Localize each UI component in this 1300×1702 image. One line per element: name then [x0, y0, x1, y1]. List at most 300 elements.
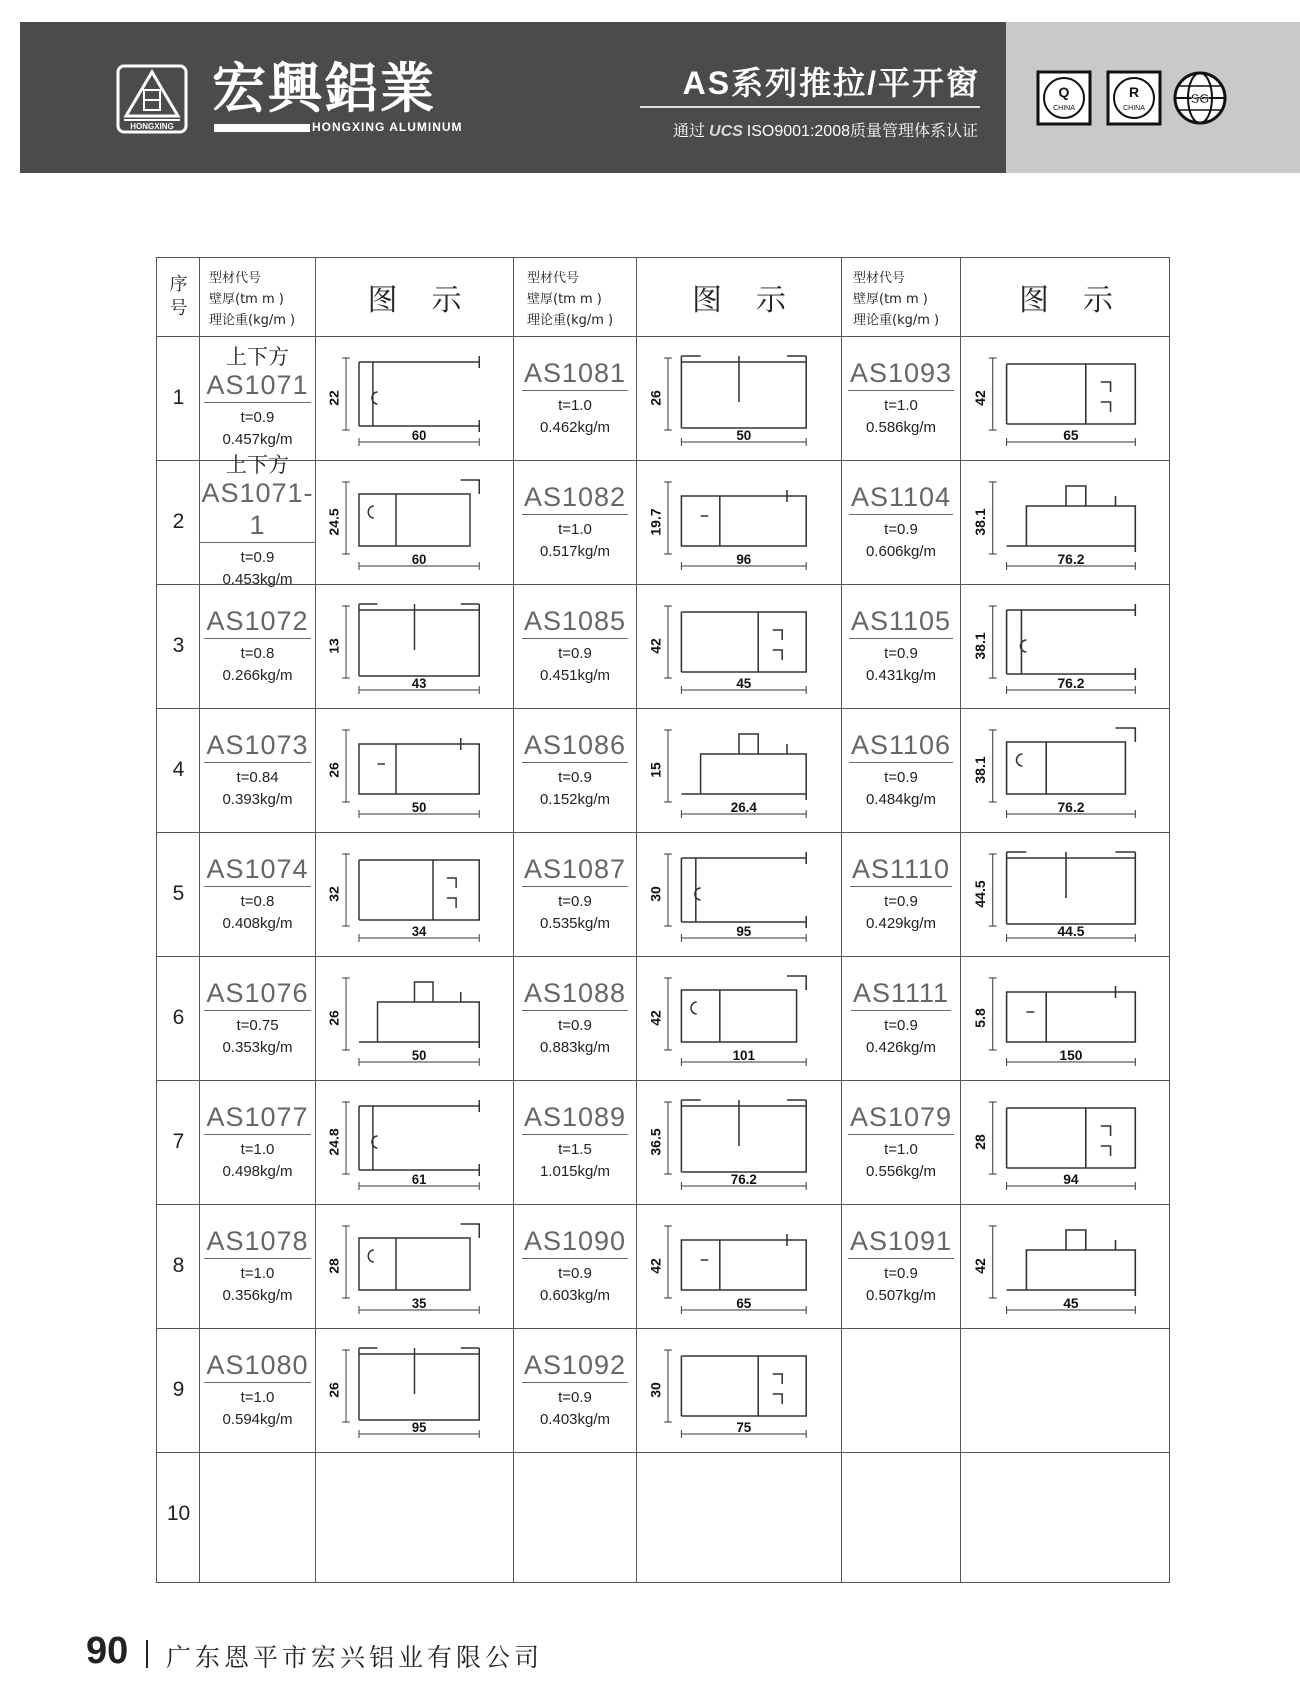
profile-drawing: [643, 838, 835, 950]
profile-outline: [1007, 852, 1136, 924]
profile-code: AS1081: [522, 357, 628, 391]
row-number: 5: [172, 882, 185, 905]
wall-thickness: t=0.9: [884, 645, 918, 662]
theoretical-weight: 0.403kg/m: [539, 1411, 611, 1428]
profile-code: AS1087: [522, 853, 628, 887]
profile-code: AS1093: [848, 357, 954, 391]
profile-note: 上下方: [226, 345, 289, 369]
profile-drawing: [967, 838, 1165, 950]
width-dimension: 50: [736, 427, 752, 444]
profile-section-svg: [322, 1334, 507, 1446]
profile-code: AS1082: [522, 481, 628, 515]
profile-drawing: [643, 590, 835, 702]
height-dimension-line: [342, 358, 349, 430]
svg-text:CHINA: CHINA: [1053, 105, 1075, 112]
height-dimension: 26: [327, 1010, 342, 1026]
profile-section-svg: [967, 1210, 1165, 1322]
profile-code: AS1088: [522, 977, 628, 1011]
wall-thickness: t=1.5: [558, 1141, 592, 1158]
profile-code: AS1076: [204, 977, 310, 1011]
profile-info: [514, 1328, 636, 1452]
profile-code: AS1079: [848, 1101, 954, 1135]
profile-drawing: [967, 714, 1165, 826]
profile-drawing: [643, 962, 835, 1074]
profile-outline: [681, 1356, 806, 1416]
profile-outline: [681, 976, 806, 1042]
wall-thickness: t=0.9: [884, 769, 918, 786]
profile-info: [842, 832, 960, 956]
theoretical-weight: 0.426kg/m: [865, 1039, 937, 1056]
profile-code: AS1110: [850, 853, 952, 887]
height-dimension-line: [342, 606, 349, 678]
cert-prefix: 通过: [673, 123, 706, 140]
profile-drawing: [967, 1086, 1165, 1198]
profile-section-svg: [967, 1086, 1165, 1198]
profile-drawing: [643, 1334, 835, 1446]
wall-thickness: t=0.9: [240, 549, 275, 566]
width-dimension: 101: [732, 1047, 756, 1064]
profile-drawing: [322, 838, 507, 950]
profile-code: AS1090: [522, 1225, 628, 1259]
width-dimension: 45: [1063, 1294, 1079, 1312]
profile-section-svg: [967, 714, 1165, 826]
width-dimension: 61: [411, 1171, 427, 1188]
profile-section-svg: [967, 962, 1165, 1074]
wall-thickness: t=0.9: [558, 769, 592, 786]
profile-info: [842, 584, 960, 708]
logo-text: HONGXING: [130, 122, 174, 131]
profile-info: [514, 956, 636, 1080]
svg-text:R: R: [1128, 84, 1140, 100]
width-dimension: 50: [411, 1047, 427, 1064]
height-dimension: 42: [971, 1258, 988, 1274]
theoretical-weight: 0.457kg/m: [222, 431, 293, 448]
height-dimension-line: [989, 730, 997, 802]
theoretical-weight: 0.606kg/m: [865, 543, 937, 560]
profile-drawing: [643, 342, 835, 454]
profile-outline: [1007, 986, 1136, 1042]
profile-code: AS1078: [204, 1225, 310, 1259]
profile-outline: [681, 1234, 806, 1290]
header-props-3: 型材代号 壁厚(tm m ) 理论重(kg/m ): [853, 271, 940, 328]
profile-info: [842, 1080, 960, 1204]
r-china-badge-icon: [1106, 70, 1162, 126]
profile-code: AS1073: [204, 729, 310, 763]
height-dimension-line: [342, 1102, 349, 1174]
profile-info: [514, 1204, 636, 1328]
profile-outline: [359, 982, 479, 1048]
profile-section-svg: [967, 838, 1165, 950]
brand-name-cn: 宏興鋁業: [212, 56, 436, 120]
wall-thickness: t=1.0: [558, 521, 592, 538]
wall-thickness: t=1.0: [884, 397, 918, 414]
width-dimension: 95: [736, 923, 752, 940]
theoretical-weight: 0.451kg/m: [539, 667, 611, 684]
profile-outline: [359, 604, 479, 676]
profile-section-svg: [322, 1086, 507, 1198]
row-number: 3: [172, 634, 185, 657]
sg-globe-badge-icon: [1172, 70, 1228, 126]
series-title: AS系列推拉/平开窗: [682, 65, 980, 101]
height-dimension-line: [342, 1350, 349, 1422]
profile-section-svg: [322, 342, 507, 454]
profile-drawing: [967, 962, 1165, 1074]
profile-info: [842, 956, 960, 1080]
wall-thickness: t=0.9: [884, 1017, 918, 1034]
height-dimension: 22: [327, 390, 342, 406]
height-dimension-line: [989, 482, 997, 554]
row-number: 8: [172, 1254, 185, 1277]
theoretical-weight: 0.517kg/m: [539, 543, 611, 560]
wall-thickness: t=0.75: [236, 1017, 279, 1034]
brand-bar: [214, 124, 310, 132]
profile-outline: [1007, 604, 1136, 680]
profile-outline: [359, 1348, 479, 1420]
height-dimension-line: [664, 1102, 672, 1174]
width-dimension: 65: [1063, 426, 1079, 444]
profile-info: [200, 1328, 315, 1452]
company-name: 广东恩平市宏兴铝业有限公司: [166, 1643, 544, 1672]
profile-info: [514, 708, 636, 832]
height-dimension: 44.5: [971, 880, 988, 908]
profile-drawing: [967, 1210, 1165, 1322]
profile-drawing: [643, 714, 835, 826]
profile-info: [200, 584, 315, 708]
profile-drawing: [643, 1210, 835, 1322]
profile-code: AS1071-1: [199, 477, 315, 543]
width-dimension: 65: [736, 1295, 752, 1312]
svg-text:SG: SG: [1190, 91, 1210, 106]
height-dimension-line: [664, 1226, 672, 1298]
height-dimension: 42: [648, 1258, 664, 1274]
theoretical-weight: 0.353kg/m: [222, 1039, 293, 1056]
profile-drawing: [967, 466, 1165, 578]
hongxing-logo: [116, 64, 188, 134]
profile-info: [200, 1204, 315, 1328]
profile-code: AS1106: [849, 729, 953, 763]
svg-text:Q: Q: [1058, 84, 1070, 100]
profile-section-svg: [643, 1086, 835, 1198]
height-dimension: 30: [648, 886, 664, 902]
profile-outline: [1007, 728, 1136, 794]
height-dimension: 26: [327, 762, 342, 778]
height-dimension: 32: [327, 886, 342, 902]
height-dimension-line: [989, 1226, 997, 1298]
theoretical-weight: 0.462kg/m: [539, 419, 611, 436]
theoretical-weight: 0.408kg/m: [222, 915, 293, 932]
profile-note: 上下方: [226, 453, 289, 477]
height-dimension: 38.1: [971, 756, 988, 784]
height-dimension-line: [664, 978, 672, 1050]
height-dimension-line: [664, 358, 672, 430]
profile-outline: [681, 1100, 806, 1172]
header-figure-3: 图示: [1019, 283, 1147, 318]
wall-thickness: t=0.9: [884, 893, 918, 910]
profile-drawing: [643, 1086, 835, 1198]
theoretical-weight: 0.556kg/m: [865, 1163, 937, 1180]
width-dimension: 50: [411, 799, 427, 816]
row-number: 10: [166, 1502, 191, 1525]
height-dimension: 38.1: [971, 508, 988, 536]
profile-code: AS1086: [522, 729, 628, 763]
profile-outline: [1007, 486, 1136, 552]
wall-thickness: t=0.8: [240, 893, 275, 910]
theoretical-weight: 0.498kg/m: [222, 1163, 293, 1180]
height-dimension-line: [342, 978, 349, 1050]
wall-thickness: t=0.9: [884, 1265, 918, 1282]
theoretical-weight: 0.883kg/m: [539, 1039, 611, 1056]
header-figure-2: 图示: [692, 283, 820, 318]
wall-thickness: t=0.9: [558, 1265, 592, 1282]
profile-info: [200, 453, 315, 588]
height-dimension: 26: [327, 1382, 342, 1398]
profile-info: [514, 832, 636, 956]
width-dimension: 76.2: [1057, 550, 1085, 568]
width-dimension: 43: [411, 675, 427, 692]
width-dimension: 45: [736, 675, 752, 692]
height-dimension: 19.7: [648, 508, 664, 536]
profile-info: [842, 1204, 960, 1328]
profile-code: AS1072: [204, 605, 310, 639]
row-number: 2: [172, 510, 185, 533]
width-dimension: 60: [411, 427, 427, 444]
row-number: 7: [172, 1130, 185, 1153]
profile-section-svg: [643, 1210, 835, 1322]
width-dimension: 75: [736, 1419, 752, 1436]
theoretical-weight: 0.266kg/m: [222, 667, 293, 684]
profile-drawing: [322, 1086, 507, 1198]
theoretical-weight: 0.152kg/m: [539, 791, 611, 808]
profile-code: AS1077: [204, 1101, 310, 1135]
height-dimension-line: [989, 358, 997, 430]
profile-outline: [359, 480, 479, 546]
height-dimension-line: [664, 730, 672, 802]
wall-thickness: t=0.9: [240, 409, 275, 426]
header-props-2: 型材代号 壁厚(tm m ) 理论重(kg/m ): [527, 271, 614, 328]
ucs-mark: UCS: [709, 123, 743, 140]
wall-thickness: t=0.9: [558, 645, 592, 662]
height-dimension: 42: [648, 638, 664, 654]
wall-thickness: t=0.84: [236, 769, 279, 786]
theoretical-weight: 0.603kg/m: [539, 1287, 611, 1304]
theoretical-weight: 0.356kg/m: [222, 1287, 293, 1304]
profile-info: [842, 460, 960, 584]
profile-info: [842, 708, 960, 832]
profile-info: [514, 1080, 636, 1204]
theoretical-weight: 0.429kg/m: [865, 915, 937, 932]
profile-drawing: [322, 714, 507, 826]
svg-text:CHINA: CHINA: [1123, 105, 1145, 112]
height-dimension-line: [664, 1350, 672, 1422]
profile-outline: [359, 860, 479, 920]
width-dimension: 96: [736, 551, 752, 568]
profile-drawing: [967, 342, 1165, 454]
profile-info: [514, 584, 636, 708]
grid-line: [960, 258, 961, 1582]
grid-line: [157, 1452, 1169, 1453]
height-dimension-line: [342, 482, 349, 554]
profile-code: AS1085: [522, 605, 628, 639]
width-dimension: 44.5: [1057, 922, 1085, 940]
profile-section-svg: [322, 1210, 507, 1322]
height-dimension: 28: [327, 1258, 342, 1274]
height-dimension-line: [342, 730, 349, 802]
profile-code: AS1092: [522, 1349, 628, 1383]
brand-name-en: HONGXING ALUMINUM: [312, 120, 463, 134]
wall-thickness: t=0.9: [558, 1017, 592, 1034]
profile-section-svg: [967, 342, 1165, 454]
height-dimension-line: [342, 1226, 349, 1298]
profile-code: AS1080: [204, 1349, 310, 1383]
profile-code: AS1104: [849, 481, 953, 515]
height-dimension: 24.8: [327, 1128, 342, 1156]
profile-section-svg: [643, 838, 835, 950]
profile-section-svg: [643, 342, 835, 454]
height-dimension-line: [342, 854, 349, 926]
wall-thickness: t=0.8: [240, 645, 275, 662]
profile-section-svg: [967, 466, 1165, 578]
height-dimension: 36.5: [648, 1128, 664, 1156]
profile-section-svg: [967, 590, 1165, 702]
theoretical-weight: 0.507kg/m: [865, 1287, 937, 1304]
profile-info: [514, 460, 636, 584]
profile-drawing: [322, 590, 507, 702]
profile-info: [200, 708, 315, 832]
profile-info: [200, 336, 315, 460]
profile-outline: [359, 356, 479, 432]
width-dimension: 94: [1063, 1170, 1079, 1188]
header-seq: 序 号: [169, 274, 188, 319]
title-divider: [640, 106, 980, 108]
profile-code: AS1105: [849, 605, 953, 639]
height-dimension: 42: [648, 1010, 664, 1026]
height-dimension-line: [989, 978, 997, 1050]
profile-info: [200, 832, 315, 956]
wall-thickness: t=0.9: [558, 893, 592, 910]
profile-outline: [359, 1100, 479, 1176]
profile-section-svg: [322, 714, 507, 826]
profile-outline: [681, 612, 806, 672]
profile-outline: [681, 852, 806, 928]
grid-line: [315, 258, 316, 1582]
height-dimension: 38.1: [971, 632, 988, 660]
wall-thickness: t=1.0: [240, 1389, 275, 1406]
profile-info: [514, 336, 636, 460]
profile-drawing: [322, 342, 507, 454]
height-dimension-line: [664, 606, 672, 678]
profile-drawing: [643, 466, 835, 578]
profile-code: AS1074: [204, 853, 310, 887]
theoretical-weight: 0.535kg/m: [539, 915, 611, 932]
profile-drawing: [322, 466, 507, 578]
theoretical-weight: 0.431kg/m: [865, 667, 937, 684]
header-figure-1: 图示: [367, 283, 496, 318]
width-dimension: 76.2: [730, 1171, 757, 1188]
row-number: 1: [172, 386, 185, 409]
width-dimension: 76.2: [1057, 674, 1085, 692]
grid-line: [636, 258, 637, 1582]
theoretical-weight: 1.015kg/m: [539, 1163, 611, 1180]
height-dimension-line: [989, 1102, 997, 1174]
height-dimension: 28: [971, 1134, 988, 1150]
profile-section-svg: [322, 590, 507, 702]
profile-section-svg: [643, 466, 835, 578]
width-dimension: 76.2: [1057, 798, 1085, 816]
wall-thickness: t=1.0: [558, 397, 592, 414]
row-number: 6: [172, 1006, 185, 1029]
wall-thickness: t=1.0: [884, 1141, 918, 1158]
width-dimension: 26.4: [730, 799, 757, 816]
theoretical-weight: 0.393kg/m: [222, 791, 293, 808]
profile-code: AS1091: [848, 1225, 954, 1259]
profile-info: [842, 336, 960, 460]
profile-table: [156, 257, 1170, 1583]
height-dimension: 24.5: [327, 508, 342, 536]
profile-drawing: [967, 590, 1165, 702]
width-dimension: 34: [411, 923, 427, 940]
profile-outline: [1007, 1108, 1136, 1168]
q-china-badge-icon: [1036, 70, 1092, 126]
profile-info: [200, 956, 315, 1080]
header-props-1: 型材代号 壁厚(tm m ) 理论重(kg/m ): [209, 271, 296, 328]
profile-section-svg: [643, 1334, 835, 1446]
profile-outline: [1007, 364, 1136, 424]
profile-outline: [1007, 1230, 1136, 1296]
wall-thickness: t=1.0: [240, 1265, 275, 1282]
profile-outline: [681, 490, 806, 546]
height-dimension-line: [989, 606, 997, 678]
height-dimension: 30: [648, 1382, 664, 1398]
profile-section-svg: [643, 962, 835, 1074]
profile-outline: [681, 356, 806, 428]
wall-thickness: t=0.9: [558, 1389, 592, 1406]
height-dimension-line: [664, 854, 672, 926]
theoretical-weight: 0.484kg/m: [865, 791, 937, 808]
theoretical-weight: 0.594kg/m: [222, 1411, 293, 1428]
profile-section-svg: [322, 466, 507, 578]
width-dimension: 60: [411, 551, 427, 568]
row-number: 9: [172, 1378, 185, 1401]
height-dimension: 13: [327, 638, 342, 654]
profile-code: AS1071: [204, 369, 310, 403]
profile-section-svg: [643, 590, 835, 702]
height-dimension-line: [989, 854, 997, 926]
profile-drawing: [322, 962, 507, 1074]
theoretical-weight: 0.453kg/m: [222, 571, 293, 588]
width-dimension: 95: [411, 1419, 427, 1436]
profile-outline: [681, 734, 806, 800]
wall-thickness: t=0.9: [884, 521, 918, 538]
height-dimension: 42: [971, 390, 988, 406]
footer-divider: [146, 1640, 148, 1668]
page-number: 90: [86, 1630, 129, 1672]
profile-code: AS1111: [851, 977, 951, 1011]
profile-section-svg: [322, 838, 507, 950]
profile-outline: [359, 738, 479, 794]
profile-code: AS1089: [522, 1101, 628, 1135]
profile-section-svg: [643, 714, 835, 826]
profile-info: [200, 1080, 315, 1204]
profile-drawing: [322, 1334, 507, 1446]
profile-outline: [359, 1224, 479, 1290]
height-dimension: 26: [648, 390, 664, 406]
row-number: 4: [172, 758, 185, 781]
width-dimension: 35: [411, 1295, 427, 1312]
height-dimension-line: [664, 482, 672, 554]
height-dimension: 15: [648, 762, 664, 778]
theoretical-weight: 0.586kg/m: [865, 419, 937, 436]
profile-drawing: [322, 1210, 507, 1322]
